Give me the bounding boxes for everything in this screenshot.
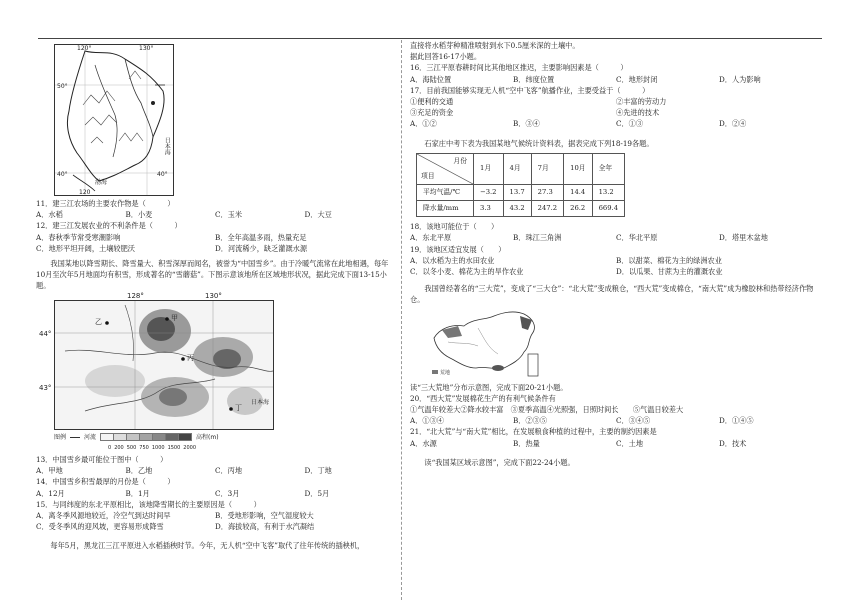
lat-label-43: 43° <box>39 383 52 392</box>
elevation-ticks <box>108 443 394 454</box>
q16-option-c[interactable]: C．地形封闭 <box>616 74 658 84</box>
q12-option-a[interactable]: A．春秋季节常受寒潮影响 <box>36 232 121 242</box>
q16-stem: 16．三江平原春耕时间比其他地区推迟，主要影响因素是（ ） <box>410 63 628 73</box>
drone-passage-end: 直接将水稻芽种精准喷射到水下0.5厘米深的土壤中。 <box>410 41 580 50</box>
q17-option-c[interactable]: C．①③ <box>616 119 644 129</box>
northeast-china-map-drawing <box>55 45 173 195</box>
q15-options-row2 <box>36 521 394 532</box>
left-column <box>36 44 394 552</box>
q19-options-row2 <box>410 266 822 277</box>
q14-stem: 14．中国雪乡积雪最厚的月份是（ ） <box>36 477 175 487</box>
legend-river-label: 河流 <box>84 433 97 441</box>
q12-option-c[interactable]: C．地形平坦开阔，土壤较肥沃 <box>36 243 135 253</box>
q15-option-c[interactable]: C．受冬季风的迎风坡，更容易形成降雪 <box>36 522 164 532</box>
legend-unit: 高程(m) <box>196 433 219 441</box>
q11-option-b[interactable]: B．小麦 <box>125 210 153 220</box>
q16-option-d[interactable]: D．人为影响 <box>719 74 761 84</box>
elevation-scale <box>100 433 192 441</box>
q18-options <box>410 232 822 243</box>
q17-item-4: ④先进的技术 <box>616 108 660 118</box>
q13-options <box>36 465 394 476</box>
q17-item-1: ①便利的交通 <box>410 97 454 107</box>
climate-header-row <box>417 153 625 184</box>
q18-option-b[interactable]: B．珠江三角洲 <box>513 233 562 243</box>
q14-options <box>36 488 394 499</box>
q20-options <box>410 415 822 426</box>
q12-option-d[interactable]: D．河流稀少，缺乏灌溉水源 <box>215 243 308 253</box>
table-cell: 26.2 <box>564 201 592 217</box>
q11-option-d[interactable]: D．大豆 <box>304 210 332 220</box>
sea-label: 日本海 <box>163 137 171 155</box>
q19-option-c[interactable]: C．以冬小麦、棉花为主的旱作农业 <box>410 267 524 277</box>
table-cell: 13.2 <box>592 184 624 200</box>
q19-stem: 19．该地区适宜发展（ ） <box>410 244 506 254</box>
header-month-label: 月份 <box>453 156 467 165</box>
last-task: 读“我国某区域示意图”，完成下面22-24小题。 <box>424 457 575 467</box>
q13-option-d[interactable]: D．丁地 <box>304 466 332 476</box>
q21-stem: 21．“北大荒”与“南大荒”相比，在发展粮食种植的过程中，主要的制约因素是 <box>410 427 657 437</box>
q13-option-c[interactable]: C．丙地 <box>215 466 243 476</box>
column-divider <box>401 40 402 600</box>
q21-option-b[interactable]: B．热量 <box>513 438 540 448</box>
q17-option-b[interactable]: B．③④ <box>513 119 540 129</box>
snow-passage: 我国某地以降雪期长、降雪量大、积雪深厚而闻名，被誉为“中国雪乡”。由于冷暖气流常在此地相遇，每年10月至次年5月地面均有积雪，形成著名的“雪蘑菇”。下图示意该地所在区域地形状况，据此完成下面13-15小题。 <box>36 259 389 291</box>
q17-items-row2 <box>410 107 822 118</box>
tick-1500: 1500 <box>167 444 181 451</box>
q21-option-d[interactable]: D．技术 <box>719 438 747 448</box>
table-row <box>417 201 625 217</box>
header-item-label: 项目 <box>421 171 435 180</box>
point-yi: 乙 <box>95 317 102 326</box>
tick-500: 500 <box>126 444 137 451</box>
tick-2000: 2000 <box>183 444 197 451</box>
table-cell: 669.4 <box>592 201 624 217</box>
q16-option-a[interactable]: A．海陆位置 <box>410 74 452 84</box>
table-cell: 14.4 <box>564 184 592 200</box>
row-label-precip: 降水量/mm <box>417 201 474 217</box>
q20-option-b[interactable]: B．②③⑤ <box>513 416 548 426</box>
point-jia: 甲 <box>171 313 178 322</box>
q11-stem: 11．建三江农场的主要农作物是（ ） <box>36 199 175 208</box>
legend-title: 图例 <box>54 433 67 441</box>
q19-option-a[interactable]: A．以水稻为主的水田农业 <box>410 255 495 265</box>
right-column <box>410 40 822 468</box>
q20-option-c[interactable]: C．③④⑤ <box>616 416 651 426</box>
q16-options <box>410 74 822 85</box>
table-cell: 247.2 <box>531 201 563 217</box>
q12-stem: 12．建三江发展农业的不利条件是（ ） <box>36 221 182 231</box>
q12-option-b[interactable]: B．全年高温多雨，热量充足 <box>215 232 307 242</box>
q14-option-a[interactable]: A．12月 <box>36 488 65 498</box>
q20-stem: 20．“西大荒”发展棉花生产的有利气候条件有 <box>410 393 556 403</box>
q17-item-2: ②丰富的劳动力 <box>616 97 667 107</box>
month-annual: 全年 <box>592 153 624 184</box>
month-oct: 10月 <box>564 153 592 184</box>
q17-option-a[interactable]: A．①② <box>410 119 437 129</box>
q17-option-d[interactable]: D．②④ <box>719 119 747 129</box>
map2-sea-label: 日本海 <box>251 398 270 406</box>
month-jul: 7月 <box>531 153 563 184</box>
q17-options <box>410 118 822 129</box>
lat-label-40-right: 40° <box>157 171 168 178</box>
q21-option-c[interactable]: C．土地 <box>616 438 644 448</box>
q15-option-d[interactable]: D．海拔较高，有利于水汽凝结 <box>215 522 315 532</box>
map3-legend: 荒地 <box>440 369 451 376</box>
climate-header-corner <box>417 153 474 184</box>
terrain-legend <box>54 432 394 443</box>
q14-option-d[interactable]: D．5月 <box>304 488 330 498</box>
q18-option-d[interactable]: D．塔里木盆地 <box>719 233 768 243</box>
q15-options-row1 <box>36 510 394 521</box>
q20-items: ①气温年较差大②降水较丰富 ③夏季高温④光照强，日照时间长 ⑤气温日较差大 <box>410 405 684 415</box>
drone-passage-start: 每年5月，黑龙江三江平原进入水稻插秧时节。今年，无人机“空中飞客”取代了往年传统的插秧机， <box>50 541 365 551</box>
q11-options <box>36 209 394 220</box>
q20-option-a[interactable]: A．①③④ <box>410 416 444 426</box>
q16-option-b[interactable]: B．纬度位置 <box>513 74 555 84</box>
lat-label-44: 44° <box>39 329 52 338</box>
q12-options-row1 <box>36 232 394 243</box>
table-cell: 27.3 <box>531 184 563 200</box>
q13-option-b[interactable]: B．乙地 <box>125 466 153 476</box>
dahuang-task: 读“三大荒地”分布示意图，完成下面20-21小题。 <box>410 382 568 392</box>
q12-options-row2 <box>36 243 394 254</box>
q14-option-b[interactable]: B．1月 <box>125 488 150 498</box>
month-jan: 1月 <box>474 153 504 184</box>
q21-option-a[interactable]: A．水源 <box>410 438 437 448</box>
q21-options <box>410 438 822 449</box>
tick-200: 200 <box>114 444 124 451</box>
snow-town-terrain-map <box>39 291 274 430</box>
row-label-temp: 平均气温/℃ <box>417 184 474 200</box>
lon-label-130b: 130° <box>205 291 222 300</box>
table-cell: −3.2 <box>474 184 504 200</box>
q19-option-d[interactable]: D．以瓜果、甘蔗为主的灌溉农业 <box>616 267 723 277</box>
q17-stem: 17．目前我国能够实现无人机“空中飞客”航播作业，主要受益于（ ） <box>410 85 650 95</box>
river-icon <box>70 437 80 438</box>
q13-stem: 13．中国雪乡最可能位于图中（ ） <box>36 455 168 465</box>
tick-1000: 1000 <box>151 444 165 451</box>
q15-stem: 15．与同纬度的东北平原相比，该地降雪期长的主要原因是（ ） <box>36 499 261 509</box>
lon-label-128: 128° <box>127 291 144 300</box>
tick-750: 750 <box>139 444 149 451</box>
table-cell: 3.3 <box>474 201 504 217</box>
month-apr: 4月 <box>503 153 531 184</box>
point-bing: 丙 <box>187 353 194 362</box>
q18-stem: 18．该地可能位于（ ） <box>410 222 499 232</box>
point-ding: 丁 <box>235 403 242 412</box>
q19-option-b[interactable]: B．以甜菜、棉花为主的绿洲农业 <box>616 255 722 265</box>
drone-passage-task: 据此回答16-17小题。 <box>410 52 482 62</box>
northeast-china-map <box>54 44 174 196</box>
q17-items-row1 <box>410 96 822 107</box>
lon-label-130: 130° <box>139 45 154 52</box>
dahuang-passage: 我国曾经著名的“三大荒”，变成了“三大仓”：“北大荒”变成粮仓，“西大荒”变成棉仓，“南大荒”成为橡胶林和热带经济作物仓。 <box>410 284 814 305</box>
q15-option-b[interactable]: B．受地形影响，空气湿度较大 <box>215 511 314 521</box>
climate-intro: 石家庄中考下表为我国某地气候统计资料表，据表完成下列18-19各题。 <box>424 138 654 148</box>
lon-label-120: 120° <box>77 45 92 52</box>
q11-option-c[interactable]: C．玉米 <box>215 210 243 220</box>
q13-option-a[interactable]: A．甲地 <box>36 466 63 476</box>
bottom-lon-label: 120 <box>79 189 91 196</box>
q19-options-row1 <box>410 255 822 266</box>
bay-label: 渤海 <box>95 179 108 186</box>
china-wasteland-map <box>428 308 546 382</box>
lat-label-40-left: 40° <box>57 171 68 178</box>
q18-option-c[interactable]: C．华北平原 <box>616 233 658 243</box>
q18-option-a[interactable]: A．东北平原 <box>410 233 452 243</box>
table-cell: 13.7 <box>503 184 531 200</box>
header-rule <box>38 38 822 39</box>
tick-0: 0 <box>108 444 112 451</box>
q11-option-a[interactable]: A．水稻 <box>36 210 63 220</box>
q20-option-d[interactable]: D．①④⑤ <box>719 416 754 426</box>
q14-option-c[interactable]: C．3月 <box>215 488 240 498</box>
climate-table <box>416 153 625 217</box>
table-cell: 43.2 <box>503 201 531 217</box>
q17-item-3: ③充足的资金 <box>410 108 454 118</box>
lat-label-50: 50° <box>57 83 68 90</box>
q15-option-a[interactable]: A．离冬季风源地较近，冷空气到达时间早 <box>36 511 171 521</box>
table-row <box>417 184 625 200</box>
